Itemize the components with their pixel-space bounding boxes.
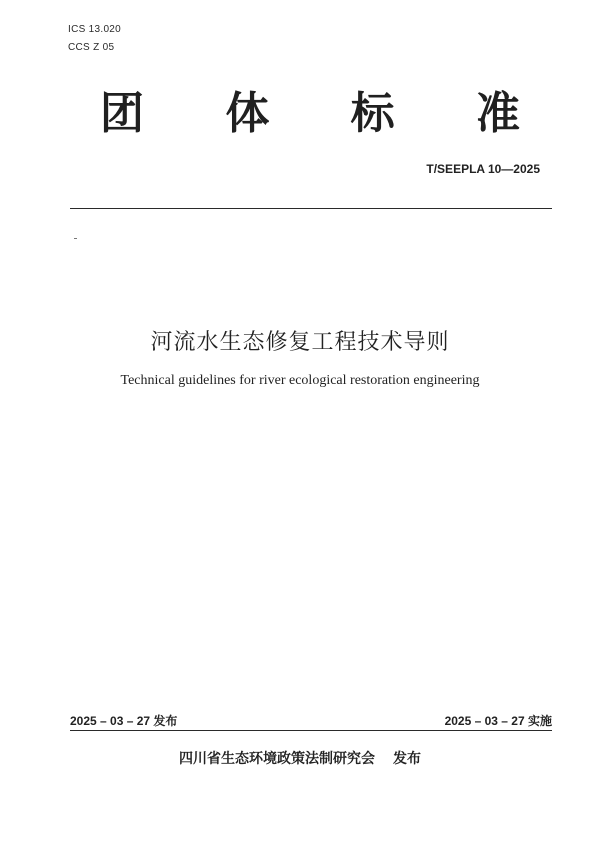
bottom-divider: [70, 730, 552, 731]
publisher-action: 发布: [393, 751, 421, 767]
title-char-4: 准: [475, 88, 520, 139]
title-char-1: 团: [100, 88, 144, 139]
scan-speck: [74, 238, 77, 239]
top-divider: [70, 208, 552, 209]
document-title-cn: 河流水生态修复工程技术导则: [150, 330, 450, 355]
publisher-line: [0, 748, 600, 768]
issue-date: 2025 – 03 – 27 发布: [70, 714, 178, 728]
standard-type-title: [100, 88, 520, 139]
ccs-code: CCS Z 05: [68, 42, 115, 53]
standard-number: T/SEEPLA 10—2025: [426, 162, 540, 176]
document-title-en: Technical guidelines for river ecological restoration engineering: [120, 373, 480, 388]
implementation-date: 2025 – 03 – 27 实施: [444, 714, 552, 728]
title-char-3: 标: [350, 88, 395, 139]
ics-code: ICS 13.020: [68, 24, 122, 35]
title-char-2: 体: [225, 88, 270, 139]
publisher-org: 四川省生态环境政策法制研究会: [179, 751, 375, 767]
